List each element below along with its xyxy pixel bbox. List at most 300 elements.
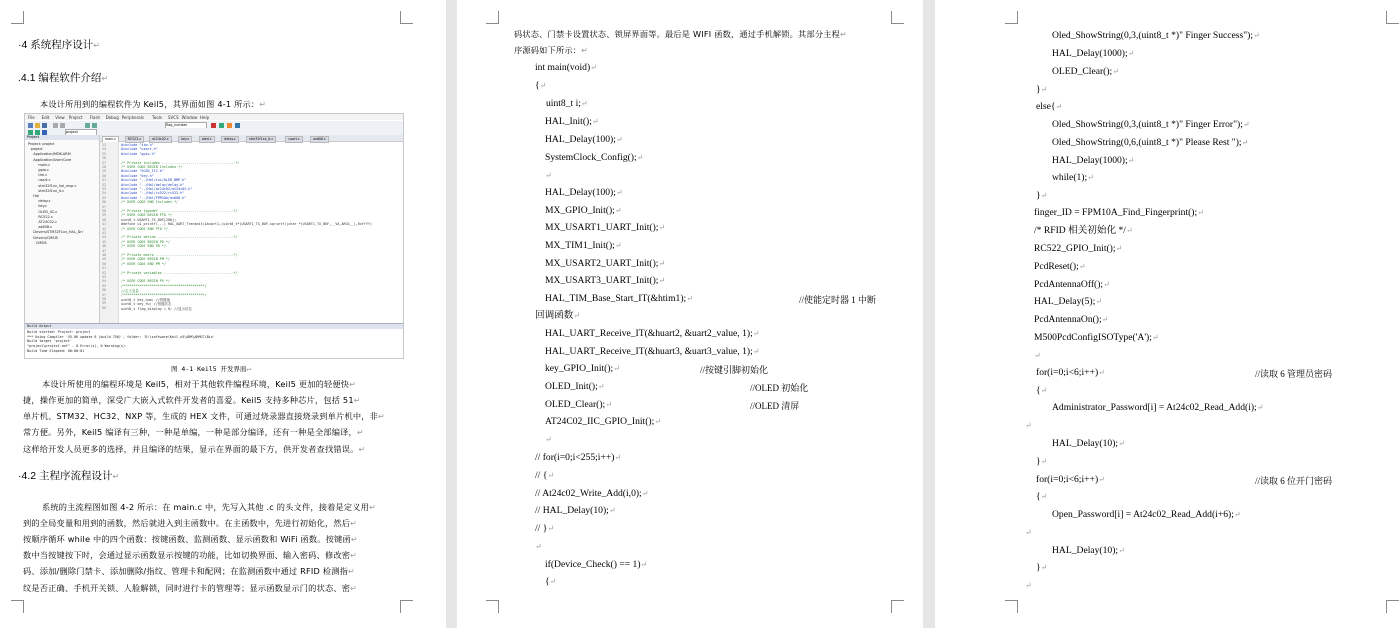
- line-number: 59: [102, 301, 107, 306]
- line-text: }: [1036, 190, 1041, 201]
- code-line: uint8_t key_fw; //按键状态: [121, 302, 172, 307]
- line-number: 45: [102, 239, 107, 244]
- code-line: #include "../Hal/inc/OLED_BMP.h": [121, 178, 187, 183]
- code-comment: //OLED 初始化: [750, 383, 809, 393]
- text-line: [1052, 438, 1125, 450]
- line-number: 53: [102, 275, 107, 279]
- text-line: [545, 559, 647, 571]
- project-tree-item: tim.c: [38, 173, 48, 178]
- line-text: MX_USART3_UART_Init();: [545, 275, 659, 286]
- line-number: 33: [102, 187, 107, 191]
- line-text: ·4.2 主程序流程设计: [18, 470, 113, 482]
- line-text: while(1);: [1052, 172, 1088, 183]
- line-number: 52: [102, 270, 107, 275]
- paragraph-mark: ↵: [1087, 173, 1094, 182]
- text-line: [545, 205, 622, 217]
- line-number: 25: [102, 151, 107, 156]
- text-line: [1034, 225, 1133, 237]
- project-tree-item: Application/MDK-ARM: [33, 152, 71, 157]
- text-line: [23, 565, 355, 578]
- line-text: // HAL_Delay(10);: [535, 505, 609, 516]
- paragraph-mark: ↵: [1025, 528, 1032, 537]
- text-line: [545, 363, 620, 375]
- text-line: [1036, 491, 1047, 503]
- text-line: [535, 488, 648, 500]
- paragraph-mark: ↵: [353, 396, 361, 405]
- text-line: [42, 501, 376, 514]
- text-line: [23, 582, 357, 595]
- line-text: HAL_Delay(5);: [1034, 296, 1096, 307]
- page-corner-mark: [1005, 600, 1018, 613]
- paragraph-mark: ↵: [1040, 563, 1048, 572]
- line-number: 30: [102, 173, 107, 178]
- paragraph-mark: ↵: [93, 41, 100, 50]
- text-line: [1034, 279, 1110, 291]
- line-text: }: [1036, 562, 1041, 573]
- line-text: OLED_Clear();: [545, 399, 606, 410]
- text-line: [1036, 456, 1047, 468]
- line-text: HAL_Delay(10);: [1052, 438, 1119, 449]
- paragraph-mark: ↵: [539, 81, 547, 90]
- editor-tab: stm32f1xx_it.c: [246, 136, 276, 143]
- code-line: /* USER CODE END Includes */: [121, 200, 179, 205]
- page-corner-mark: [400, 11, 413, 24]
- keil5-ide-screenshot: [24, 113, 404, 359]
- paragraph-mark: ↵: [580, 99, 588, 108]
- paragraph-mark: ↵: [658, 276, 666, 285]
- code-line: #include "../Hal/at24c02/at24c02.h": [121, 187, 193, 191]
- document-page-3: [935, 0, 1399, 628]
- line-text: OLED_Clear();: [1052, 66, 1113, 77]
- text-line: [535, 523, 554, 535]
- text-line: [1034, 350, 1041, 362]
- ide-menu-item: File: [28, 115, 35, 120]
- line-text: MX_TIM1_Init();: [545, 240, 615, 251]
- project-tree-item: Hal: [33, 194, 39, 198]
- paragraph-mark: ↵: [654, 417, 661, 426]
- text-line: [1036, 474, 1105, 486]
- paragraph-mark: ↵: [1241, 138, 1249, 147]
- line-number: 23: [102, 143, 107, 147]
- text-line: [535, 505, 616, 517]
- line-text: 码、添加/删除门禁卡、添加删除/指纹、管理卡和配网；在监测函数中通过 RFID 检测指: [23, 566, 349, 576]
- text-line: [545, 258, 665, 270]
- code-line: /* Private includes ------------------------------------*/: [121, 160, 240, 165]
- line-text: HAL_TIM_Base_Start_IT(&htim1);: [545, 293, 687, 304]
- paragraph-mark: ↵: [636, 153, 644, 162]
- line-number: 34: [102, 191, 107, 196]
- paragraph-mark: ↵: [640, 560, 648, 569]
- line-text: HAL_Delay(1000);: [1052, 48, 1128, 59]
- paragraph-mark: ↵: [590, 63, 597, 72]
- editor-tab: oled.c: [199, 136, 215, 143]
- code-line: /****************************************/: [121, 283, 207, 288]
- paragraph-mark: ↵: [547, 524, 555, 533]
- text-line: [1052, 48, 1134, 60]
- code-line: /* USER CODE BEGIN Includes */: [121, 165, 183, 169]
- code-line: /* USER CODE BEGIN PTD */: [121, 213, 173, 218]
- project-tree-item: delay.c: [38, 199, 51, 204]
- line-text: OLED_Init();: [545, 381, 598, 392]
- line-number: 51: [102, 266, 107, 271]
- code-line: #include "gpio.h": [121, 151, 156, 156]
- code-comment: //OLED 清屏: [750, 401, 800, 411]
- text-line: [1052, 137, 1248, 149]
- paragraph-mark: ↵: [1253, 31, 1260, 40]
- code-line: #include "../Hal/rc522/rc522.h": [121, 191, 185, 196]
- paragraph-mark: ↵: [597, 382, 605, 391]
- code-comment: //读取 6 位开门密码: [1255, 476, 1333, 486]
- paragraph-mark: ↵: [1040, 386, 1048, 395]
- line-number: 36: [102, 200, 107, 205]
- line-text: M500PcdConfigISOType('A');: [1034, 332, 1152, 343]
- paragraph-mark: ↵: [1040, 457, 1048, 466]
- project-tree-item: Drivers/CMSIS: [33, 235, 58, 240]
- code-line: #include "../Hal/FPM10A/as608.h": [121, 195, 187, 200]
- text-line: [514, 44, 588, 57]
- paragraph-mark: ↵: [1127, 49, 1135, 58]
- text-line: [1036, 84, 1047, 96]
- paragraph-mark: ↵: [356, 428, 364, 437]
- text-line: [545, 134, 623, 146]
- line-text: HAL_Delay(1000);: [1052, 155, 1128, 166]
- project-tree-item: stm32f1xx_hal_msp.c: [38, 183, 77, 188]
- line-text: HAL_UART_Receive_IT(&huart2, &uart2_value, 1);: [545, 328, 753, 339]
- paragraph-mark: ↵: [608, 506, 616, 515]
- line-text: 码状态、门禁卡设置状态、锁屏界面等。最后是 WIFI 函数，通过手机解锁。其部分主程: [514, 29, 840, 39]
- text-line: [1034, 243, 1122, 255]
- paragraph-mark: ↵: [1101, 315, 1109, 324]
- build-output-header: [25, 324, 403, 329]
- line-text: MX_USART2_UART_Init();: [545, 258, 659, 269]
- build-output-line: Build Time Elapsed: 00:00:01: [27, 349, 85, 353]
- paragraph-mark: ↵: [641, 489, 649, 498]
- line-text: 按顺序循环 while 中的四个函数：按键函数、监测函数、显示函数和 WiFi 函数。按键函: [23, 534, 351, 544]
- paragraph-mark: ↵: [535, 542, 542, 551]
- paragraph-mark: ↵: [545, 435, 552, 444]
- line-text: HAL_Delay(10);: [1052, 545, 1119, 556]
- line-number: 41: [102, 222, 107, 227]
- line-number: 27: [102, 160, 107, 165]
- paragraph-mark: ↵: [369, 503, 376, 512]
- code-line: /* USER CODE BEGIN PM */: [121, 257, 170, 262]
- build-output-line: Build target 'project': [27, 339, 72, 344]
- line-text: PcdAntennaOff();: [1034, 279, 1104, 290]
- text-line: [1036, 562, 1047, 574]
- line-text: 图 4-1 Keil5 开发界面: [171, 365, 247, 373]
- paragraph-mark: ↵: [350, 551, 358, 560]
- line-text: Oled_ShowString(0,3,(uint8_t *)" Finger Success");: [1052, 30, 1254, 41]
- paragraph-mark: ↵: [615, 135, 623, 144]
- text-line: [545, 222, 665, 234]
- code-line: uint8_t flag_display = 0; //显示状态: [121, 306, 192, 311]
- line-text: .4.1 编程软件介绍: [18, 72, 102, 84]
- text-line: [23, 410, 385, 423]
- line-number: 54: [102, 279, 107, 284]
- line-text: for(i=0;i<6;i++): [1036, 367, 1099, 378]
- paragraph-mark: ↵: [1115, 244, 1123, 253]
- line-number: 24: [102, 147, 107, 152]
- document-page-2: [457, 0, 923, 628]
- line-text: MX_GPIO_Init();: [545, 205, 615, 216]
- text-line: [545, 170, 552, 182]
- ide-menu-item: View: [55, 115, 65, 120]
- line-number: 43: [102, 231, 107, 235]
- text-line: [545, 116, 599, 128]
- paragraph-mark: ↵: [549, 577, 557, 586]
- code-line: /* Private macro --------------------------------------*/: [121, 253, 238, 257]
- line-text: Open_Password[i] = At24c02_Read_Add(i+6);: [1052, 509, 1234, 520]
- line-text: SystemClock_Config();: [545, 152, 637, 163]
- paragraph-mark: ↵: [1233, 510, 1241, 519]
- paragraph-mark: ↵: [752, 347, 760, 356]
- project-tree-item: Project: project: [28, 142, 55, 146]
- paragraph-mark: ↵: [658, 259, 666, 268]
- paragraph-mark: ↵: [348, 567, 355, 576]
- text-line: [545, 416, 661, 428]
- project-tree-item: AT24C02.c: [38, 220, 58, 224]
- line-text: key_GPIO_Init();: [545, 363, 614, 374]
- line-text: 系统的主流程图如图 4-2 所示：在 main.c 中，先写入其他 .c 的头文件，接着是定义用: [42, 502, 370, 512]
- page-corner-mark: [400, 600, 413, 613]
- code-line: /* Private typedef ------------------------------------*/: [121, 209, 238, 213]
- line-number: 40: [102, 217, 107, 222]
- line-text: // for(i=0;i<255;i++): [535, 452, 615, 463]
- code-line: /* Private variables ----------------------------------*/: [121, 270, 238, 275]
- figure-caption: [171, 363, 251, 375]
- text-line: [535, 80, 546, 92]
- ide-menu-item: SVCS: [168, 115, 179, 120]
- editor-tab: delay.c: [221, 136, 238, 143]
- line-text: 捷，操作更加的简单，深受广大嵌入式软件开发者的喜爱。Keil5 支持多种芯片，包括 51: [23, 395, 354, 405]
- line-text: 序源码如下所示：: [514, 45, 582, 55]
- editor-tab: at24c02.c: [149, 136, 171, 143]
- page-corner-mark: [11, 600, 24, 613]
- project-tree-item: RC522.c: [38, 214, 53, 219]
- paragraph-mark: ↵: [350, 519, 358, 528]
- paragraph-mark: ↵: [615, 188, 623, 197]
- line-text: finger_ID = FPM10A_Find_Fingerprint();: [1034, 207, 1198, 218]
- line-number: 46: [102, 244, 107, 249]
- project-tree-item: key.c: [38, 204, 48, 209]
- text-line: [1036, 101, 1062, 113]
- project-tree-item: CMSIS: [35, 240, 47, 245]
- editor-tab: key.c: [178, 136, 192, 143]
- text-line: [545, 434, 552, 446]
- line-number: 55: [102, 283, 107, 288]
- text-line: [546, 98, 588, 110]
- text-line: [535, 452, 621, 464]
- line-text: HAL_Delay(100);: [545, 134, 616, 145]
- text-line: [545, 399, 612, 411]
- build-output-line: Build started: Project: project: [27, 329, 91, 334]
- text-line: [535, 310, 580, 322]
- text-line: [23, 443, 365, 456]
- ide-menu-item: Project: [68, 115, 83, 120]
- paragraph-mark: ↵: [1151, 333, 1159, 342]
- project-tree-item: main.c: [38, 162, 51, 167]
- text-line: [1036, 367, 1105, 379]
- line-text: // }: [535, 523, 548, 534]
- line-number: 28: [102, 165, 107, 169]
- project-tree-item: stm32f1xx_it.c: [38, 188, 65, 193]
- text-line: [545, 576, 556, 588]
- text-line: [1025, 527, 1032, 539]
- page-corner-mark: [891, 600, 904, 613]
- build-output-line: "project\project.axf" - 0 Error(s), 0 Warning(s).: [27, 344, 128, 349]
- line-text: HAL_UART_Receive_IT(&huart3, &uart3_value, 1);: [545, 346, 753, 357]
- find-combo: flag_number: [165, 122, 207, 129]
- paragraph-mark: ↵: [613, 364, 620, 373]
- code-comment: //使能定时器 1 中断: [799, 295, 877, 305]
- line-text: uint8_t i;: [546, 98, 581, 109]
- code-line: /* USER CODE END PM */: [121, 261, 166, 266]
- ide-menu-item: Window: [181, 115, 198, 120]
- project-pane: [25, 135, 100, 323]
- paragraph-mark: ↵: [350, 535, 358, 544]
- paragraph-mark: ↵: [259, 100, 267, 109]
- document-page-1: [0, 0, 446, 628]
- ide-menu-item: Debug: [105, 115, 119, 120]
- line-text: // {: [535, 470, 548, 481]
- paragraph-mark: ↵: [614, 206, 622, 215]
- line-number: 44: [102, 235, 107, 240]
- code-line: #include "tim.h": [121, 143, 154, 147]
- section-heading: [18, 39, 100, 52]
- paragraph-mark: ↵: [605, 400, 612, 409]
- code-comment: //读取 6 管理员密码: [1255, 369, 1333, 379]
- line-text: 本设计所使用的编程环境是 Keil5，相对于其他软件编程环境，Keil5 更加的轻便快: [42, 379, 350, 389]
- text-line: [535, 62, 597, 74]
- text-line: [545, 328, 759, 340]
- line-text: {: [1036, 491, 1041, 502]
- code-line: #define u1_printf(...) HAL_UART_Transmit(&huart1,(uint8_t*)USART1_TX_BUF,sprintf((char *)USART1_TX_BUF,__VA_ARGS__),0xffff): [121, 222, 373, 227]
- line-text: PcdReset();: [1034, 261, 1079, 272]
- paragraph-mark: ↵: [1197, 208, 1204, 217]
- section-heading: [18, 470, 119, 483]
- line-text: AT24C02_IIC_GPIO_Init();: [545, 416, 655, 427]
- line-text: }: [1036, 456, 1041, 467]
- paragraph-mark: ↵: [1025, 421, 1032, 430]
- page-corner-mark: [1005, 11, 1018, 24]
- text-line: [545, 346, 759, 358]
- code-line: #include "OLED_IIC.h": [121, 169, 164, 174]
- text-line: [545, 152, 643, 164]
- text-line: [1052, 30, 1260, 42]
- line-text: 这样给开发人员更多的选择，并且编译的结果，显示在界面的最下方，供开发者查找错误。: [23, 444, 359, 454]
- line-text: {: [545, 576, 550, 587]
- line-text: ·4 系统程序设计: [18, 39, 94, 51]
- line-text: Oled_ShowString(0,6,(uint8_t *)" Please Rest ");: [1052, 137, 1242, 148]
- code-editor: [100, 142, 403, 323]
- text-line: [545, 275, 665, 287]
- code-line: #include "key.h": [121, 173, 154, 178]
- line-text: MX_USART1_UART_Init();: [545, 222, 659, 233]
- line-text: 单片机、STM32、HC32、NXP 等，生成的 HEX 文件，可通过烧录器直接烧录到单片机中，非: [23, 411, 379, 421]
- line-number: 56: [102, 288, 107, 293]
- text-line: [1052, 545, 1125, 557]
- paragraph-mark: ↵: [378, 412, 385, 421]
- paragraph-mark: ↵: [1118, 439, 1125, 448]
- line-number: 42: [102, 226, 107, 231]
- code-line: #include "usart.h": [121, 147, 158, 152]
- paragraph-mark: ↵: [1098, 368, 1105, 377]
- editor-tab-strip: [100, 135, 403, 142]
- line-number: 29: [102, 169, 107, 174]
- code-comment: //按键引脚初始化: [700, 365, 769, 375]
- text-line: [23, 426, 364, 439]
- paragraph-mark: ↵: [1118, 546, 1125, 555]
- page-corner-mark: [11, 11, 24, 24]
- line-text: }: [1036, 84, 1041, 95]
- line-text: PcdAntennaOn();: [1034, 314, 1102, 325]
- line-text: 到的全局变量和用到的函数，然后就进入到主函数中。在主函数中，先进行初始化，然后: [23, 518, 351, 528]
- editor-tab: RC522.c: [125, 136, 145, 143]
- paragraph-mark: ↵: [581, 46, 589, 55]
- paragraph-mark: ↵: [246, 364, 252, 373]
- line-text: {: [1036, 385, 1041, 396]
- line-text: int main(void): [535, 62, 591, 73]
- paragraph-mark: ↵: [1103, 280, 1110, 289]
- paragraph-mark: ↵: [1040, 191, 1048, 200]
- text-line: [1034, 207, 1204, 219]
- ide-menu-item: Edit: [41, 115, 50, 120]
- paragraph-mark: ↵: [350, 584, 358, 593]
- line-text: if(Device_Check() == 1): [545, 559, 641, 570]
- paragraph-mark: ↵: [591, 117, 599, 126]
- editor-tab: usart.c: [285, 136, 302, 143]
- page-corner-mark: [1386, 11, 1399, 24]
- text-line: [514, 28, 847, 41]
- text-line: [1036, 385, 1047, 397]
- line-text: 回调函数: [535, 310, 574, 321]
- line-number: 60: [102, 305, 107, 310]
- ide-menu-item: Tools: [152, 115, 162, 120]
- paragraph-mark: ↵: [101, 74, 109, 83]
- ide-menu-item: Peripherals: [121, 115, 144, 120]
- line-text: HAL_Init();: [545, 116, 592, 127]
- code-line: /****************************************/: [121, 292, 207, 297]
- build-output-line: *** Using Compiler 'V5.06 update 6 (build 750)', folder: 'D:\software\Keil_v5\ARM\ARMCC\Bin': [27, 334, 215, 339]
- text-line: [1036, 190, 1047, 202]
- project-tree-item: Application/User/Core: [33, 157, 72, 162]
- line-text: {: [535, 80, 540, 91]
- text-line: [1025, 420, 1032, 432]
- line-number: 58: [102, 297, 107, 301]
- text-line: [1052, 172, 1094, 184]
- line-number: 35: [102, 195, 107, 200]
- line-text: // At24c02_Write_Add(i,0);: [535, 488, 642, 499]
- line-number: 49: [102, 257, 107, 262]
- code-line: /* USER CODE END PTD */: [121, 226, 168, 231]
- code-line: /* USER CODE END PD */: [121, 244, 166, 249]
- text-line: [1052, 66, 1119, 78]
- text-line: [535, 470, 554, 482]
- line-text: RC522_GPIO_Init();: [1034, 243, 1116, 254]
- text-line: [1052, 402, 1263, 414]
- page-corner-mark: [891, 11, 904, 24]
- line-number: 31: [102, 178, 107, 183]
- text-line: [1034, 261, 1085, 273]
- text-line: [23, 549, 357, 562]
- paragraph-mark: ↵: [1055, 102, 1063, 111]
- line-text: 数中当按键按下时，会通过显示函数显示按键的功能，比如切换界面、输入密码、修改密: [23, 550, 351, 560]
- line-text: /* RFID 相关初始化 */: [1034, 225, 1126, 236]
- paragraph-mark: ↵: [1040, 492, 1048, 501]
- text-line: [545, 381, 604, 393]
- paragraph-mark: ↵: [349, 380, 357, 389]
- code-line: //定义变量: [121, 289, 139, 294]
